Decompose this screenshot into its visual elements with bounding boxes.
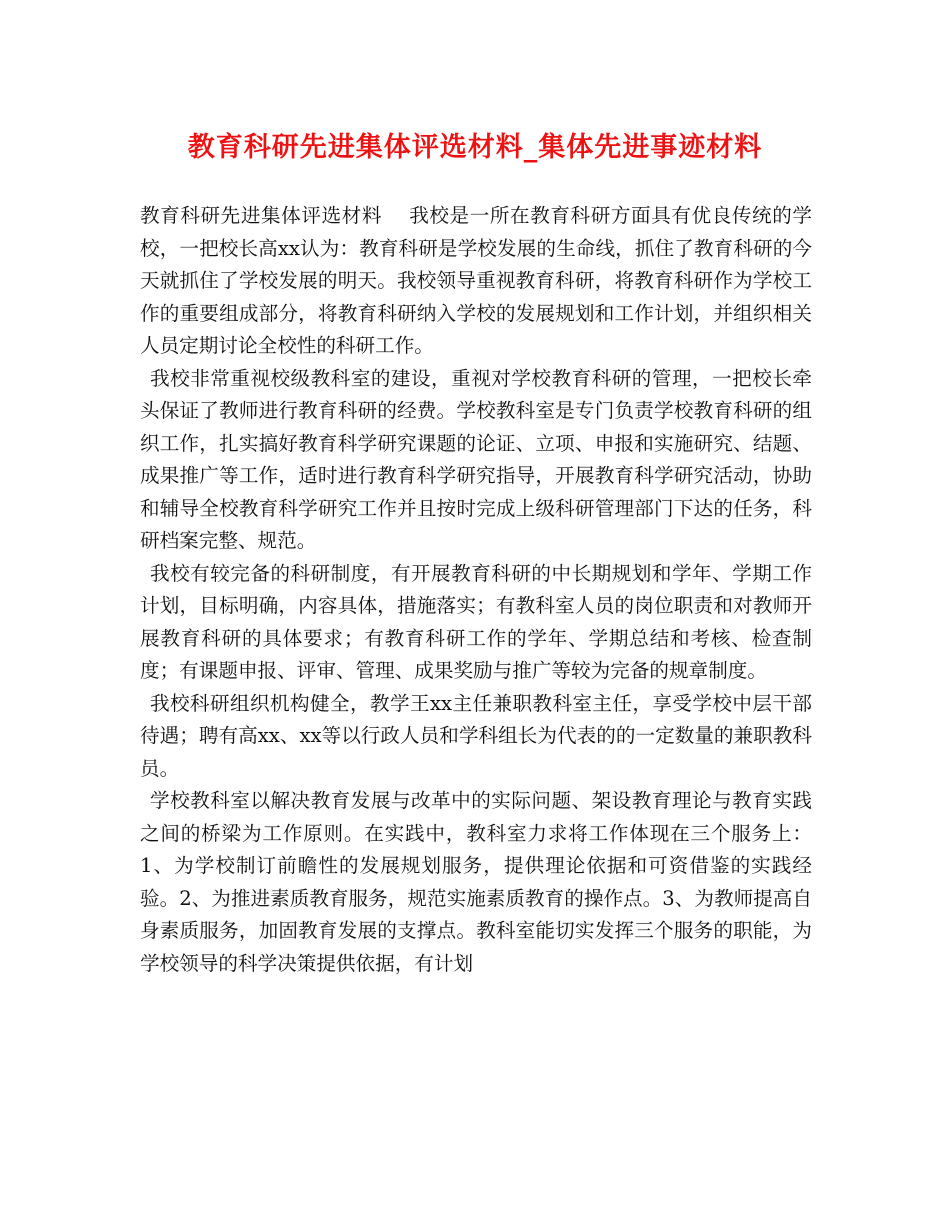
paragraph-service-principles: 学校教科室以解决教育发展与改革中的实际问题、架设教育理论与教育实践之间的桥梁为工作原则。在实践中，教科室力求将工作体现在三个服务上：1、为学校制订前瞻性的发展规划服务，提供理论依据和可资借鉴的实践经验。2、为推进素质教育服务，规范实施素质教育的操作点。3、为教师提高自身素质服务，加固教育发展的支撑点。教科室能切实发挥三个服务的职能，为学校领导的科学决策提供依据，有计划: [140, 789, 812, 975]
paragraph-intro: 教育科研先进集体评选材料 我校是一所在教育科研方面具有优良传统的学校，一把校长高xx认为：教育科研是学校发展的生命线，抓住了教育科研的今天就抓住了学校发展的明天。我校领导重视教育科研，将教育科研作为学校工作的重要组成部分，将教育科研纳入学校的发展规划和工作计划，并组织相关人员定期讨论全校性的科研工作。: [140, 204, 812, 357]
paragraph-research-office: 我校非常重视校级教科室的建设，重视对学校教育科研的管理，一把校长牵头保证了教师进行教育科研的经费。学校教科室是专门负责学校教育科研的组织工作，扎实搞好教育科学研究课题的论证、立项、申报和实施研究、结题、成果推广等工作，适时进行教育科学研究指导，开展教育科学研究活动，协助和辅导全校教育科学研究工作并且按时完成上级科研管理部门下达的任务，科研档案完整、规范。: [140, 366, 812, 552]
paragraph-research-system: 我校有较完备的科研制度，有开展教育科研的中长期规划和学年、学期工作计划，目标明确，内容具体，措施落实；有教科室人员的岗位职责和对教师开展教育科研的具体要求；有教育科研工作的学年、学期总结和考核、检查制度；有课题申报、评审、管理、成果奖励与推广等较为完备的规章制度。: [140, 561, 812, 682]
document-body: [140, 200, 812, 980]
paragraph-organization: 我校科研组织机构健全，教学王xx主任兼职教科室主任，享受学校中层干部待遇；聘有高xx、xx等以行政人员和学科组长为代表的的一定数量的兼职教科员。: [140, 691, 812, 780]
document-title: 教育科研先进集体评选材料_集体先进事迹材料: [187, 132, 763, 163]
